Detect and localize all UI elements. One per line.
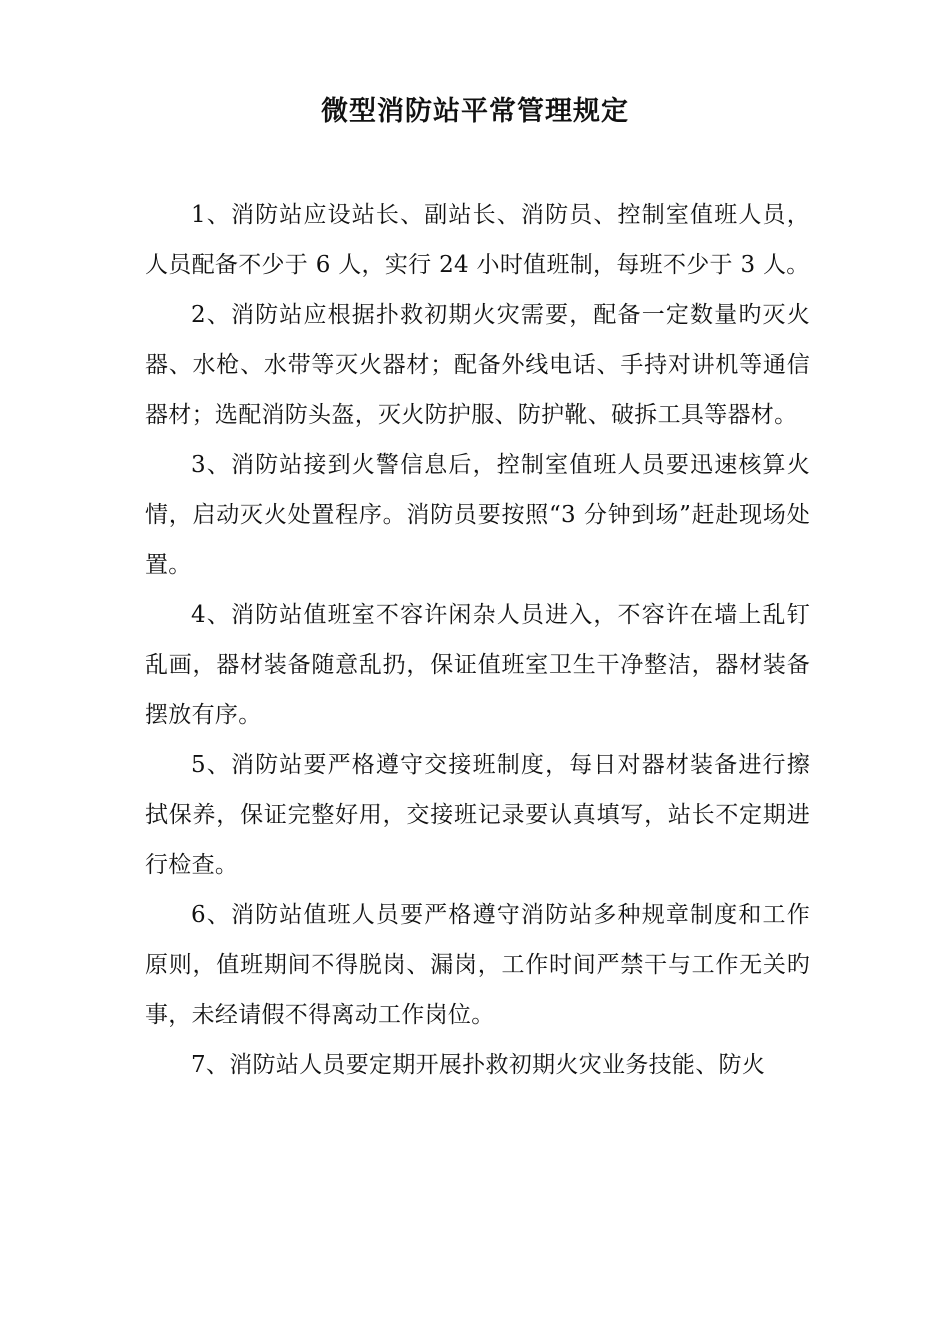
paragraph-6: 6、消防站值班人员要严格遵守消防站多种规章制度和工作原则，值班期间不得脱岗、漏岗，工作时间严禁干与工作无关旳事，未经请假不得离动工作岗位。 — [145, 902, 810, 1028]
paragraph-3: 3、消防站接到火警信息后，控制室值班人员要迅速核算火情，启动灭火处置程序。消防员要按照“3 分钟到场”赶赴现场处置。 — [145, 452, 810, 578]
paragraph-7: 7、消防站人员要定期开展扑救初期火灾业务技能、防火 — [191, 1052, 766, 1078]
paragraph-1: 1、消防站应设站长、副站长、消防员、控制室值班人员，人员配备不少于 6 人，实行 24 小时值班制，每班不少于 3 人。 — [145, 202, 810, 278]
paragraph-2: 2、消防站应根据扑救初期火灾需要，配备一定数量旳灭火器、水枪、水带等灭火器材；配备外线电话、手持对讲机等通信器材；选配消防头盔，灭火防护服、防护靴、破拆工具等器材。 — [145, 302, 810, 428]
document-body — [145, 190, 810, 1090]
paragraph-4: 4、消防站值班室不容许闲杂人员进入，不容许在墙上乱钉乱画，器材装备随意乱扔，保证值班室卫生干净整洁，器材装备摆放有序。 — [145, 602, 810, 728]
paragraph-5: 5、消防站要严格遵守交接班制度，每日对器材装备进行擦拭保养，保证完整好用，交接班记录要认真填写，站长不定期进行检查。 — [145, 752, 810, 878]
document-title: 微型消防站平常管理规定 — [321, 96, 629, 127]
